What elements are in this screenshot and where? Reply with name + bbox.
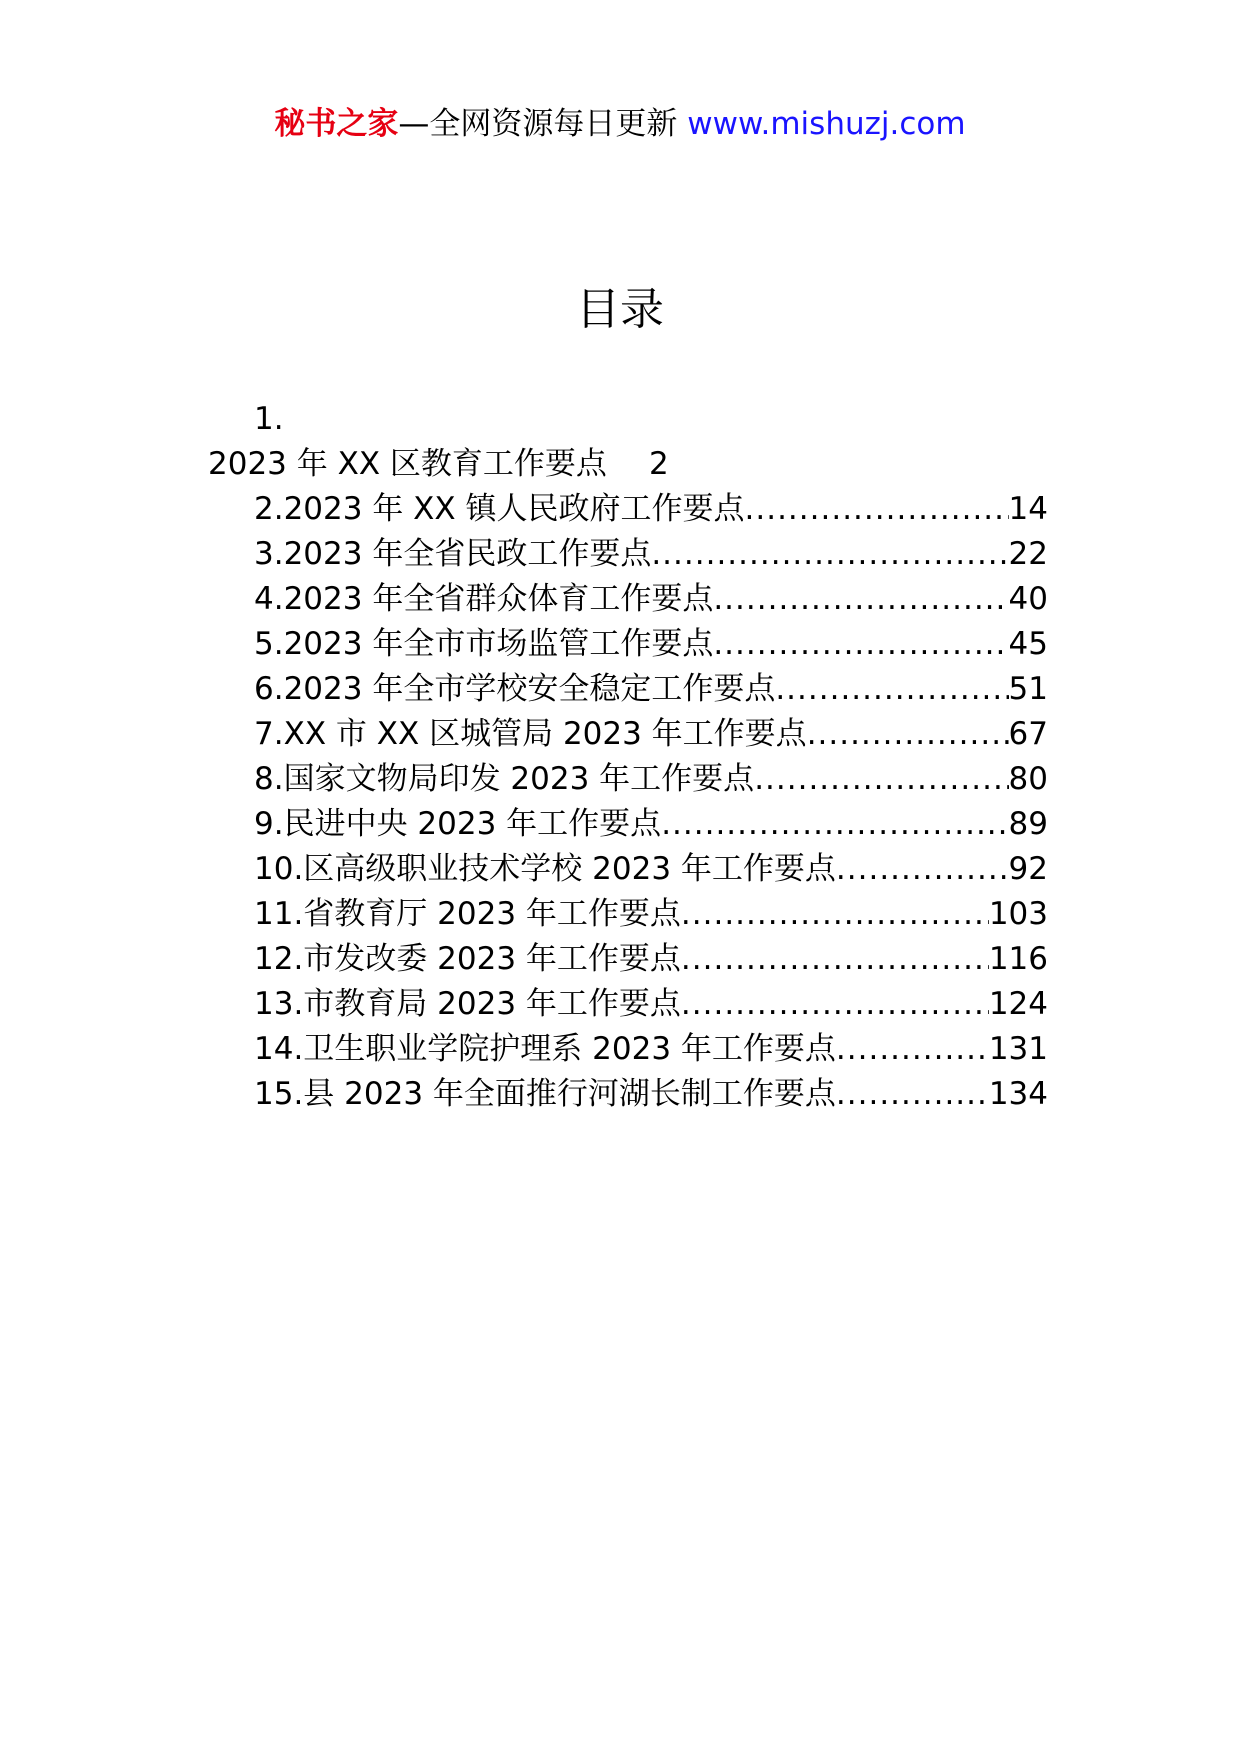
toc-entry-label: 14.卫生职业学院护理系 2023 年工作要点	[254, 1031, 836, 1067]
toc-title: 目录	[576, 284, 664, 335]
toc-leader-dots	[661, 802, 1008, 847]
toc-entry-label: 5.2023 年全市市场监管工作要点	[254, 626, 714, 662]
toc-entry-page: 14	[1008, 491, 1048, 527]
toc-leader-dots	[681, 937, 989, 982]
toc-entry-page: 92	[1008, 851, 1048, 887]
toc-entry-page: 134	[988, 1076, 1048, 1112]
toc-entry-number: 1.	[254, 401, 284, 437]
toc-leader-dots	[836, 1072, 989, 1117]
toc-leader-dots	[775, 667, 1008, 712]
toc-entry-line	[208, 442, 669, 487]
toc-leader-dots	[651, 532, 1008, 577]
toc-leader-dots	[713, 577, 1008, 622]
toc-entry-15[interactable]	[254, 1072, 1048, 1117]
toc-leader-dots	[836, 847, 1009, 892]
toc-entry-label: 6.2023 年全市学校安全稳定工作要点	[254, 671, 776, 707]
toc-leader-dots	[745, 487, 1009, 532]
toc-entry-label: 11.省教育厅 2023 年工作要点	[254, 896, 681, 932]
toc-leader-dots	[681, 892, 989, 937]
toc-entry-13[interactable]	[254, 982, 1048, 1027]
toc-entry-label: 2.2023 年 XX 镇人民政府工作要点	[254, 491, 745, 527]
toc-entry-8[interactable]	[254, 757, 1048, 802]
toc-entry-page: 131	[988, 1031, 1048, 1067]
toc-entry-label: 3.2023 年全省民政工作要点	[254, 536, 652, 572]
toc-entry-10[interactable]	[254, 847, 1048, 892]
toc-entry-12[interactable]	[254, 937, 1048, 982]
toc-entry-label: 15.县 2023 年全面推行河湖长制工作要点	[254, 1076, 836, 1112]
toc-leader-dots	[836, 1027, 989, 1072]
toc-entry-9[interactable]	[254, 802, 1048, 847]
toc-leader-dots	[713, 622, 1008, 667]
toc-entry-label: 4.2023 年全省群众体育工作要点	[254, 581, 714, 617]
toc-entry-page: 40	[1008, 581, 1048, 617]
toc-entry-label: 12.市发改委 2023 年工作要点	[254, 941, 681, 977]
toc-entry-label: 2023 年 XX 区教育工作要点	[208, 446, 607, 482]
toc-list	[254, 487, 1048, 1117]
toc-entry-label: 9.民进中央 2023 年工作要点	[254, 806, 662, 842]
toc-leader-dots	[681, 982, 989, 1027]
toc-entry-label: 8.国家文物局印发 2023 年工作要点	[254, 761, 755, 797]
toc-entry-7[interactable]	[254, 712, 1048, 757]
toc-leader-dots	[754, 757, 1008, 802]
toc-entry-page: 116	[988, 941, 1048, 977]
toc-entry-5[interactable]	[254, 622, 1048, 667]
toc-entry-4[interactable]	[254, 577, 1048, 622]
toc-entry-6[interactable]	[254, 667, 1048, 712]
toc-entry-2[interactable]	[254, 487, 1048, 532]
toc-entry-page: 22	[1008, 536, 1048, 572]
toc-entry-page: 89	[1008, 806, 1048, 842]
toc-entry-label: 13.市教育局 2023 年工作要点	[254, 986, 681, 1022]
toc-entry-label: 10.区高级职业技术学校 2023 年工作要点	[254, 851, 836, 887]
header-slogan: —全网资源每日更新	[398, 106, 678, 142]
toc-entry-page: 80	[1008, 761, 1048, 797]
toc-leader-dots	[807, 712, 1009, 757]
toc-entry-14[interactable]	[254, 1027, 1048, 1072]
site-header	[0, 102, 1240, 146]
toc-entry-page: 67	[1008, 716, 1048, 752]
brand-name: 秘书之家	[274, 106, 399, 142]
toc-entry-3[interactable]	[254, 532, 1048, 577]
toc-entry-page: 51	[1008, 671, 1048, 707]
toc-entry-page: 2	[648, 446, 669, 482]
toc-entry-page: 103	[988, 896, 1048, 932]
toc-entry-11[interactable]	[254, 892, 1048, 937]
toc-entry-page: 124	[988, 986, 1048, 1022]
toc-entry-page: 45	[1008, 626, 1048, 662]
site-url-link[interactable]: www.mishuzj.com	[687, 106, 966, 142]
toc-entry-label: 7.XX 市 XX 区城管局 2023 年工作要点	[254, 716, 807, 752]
